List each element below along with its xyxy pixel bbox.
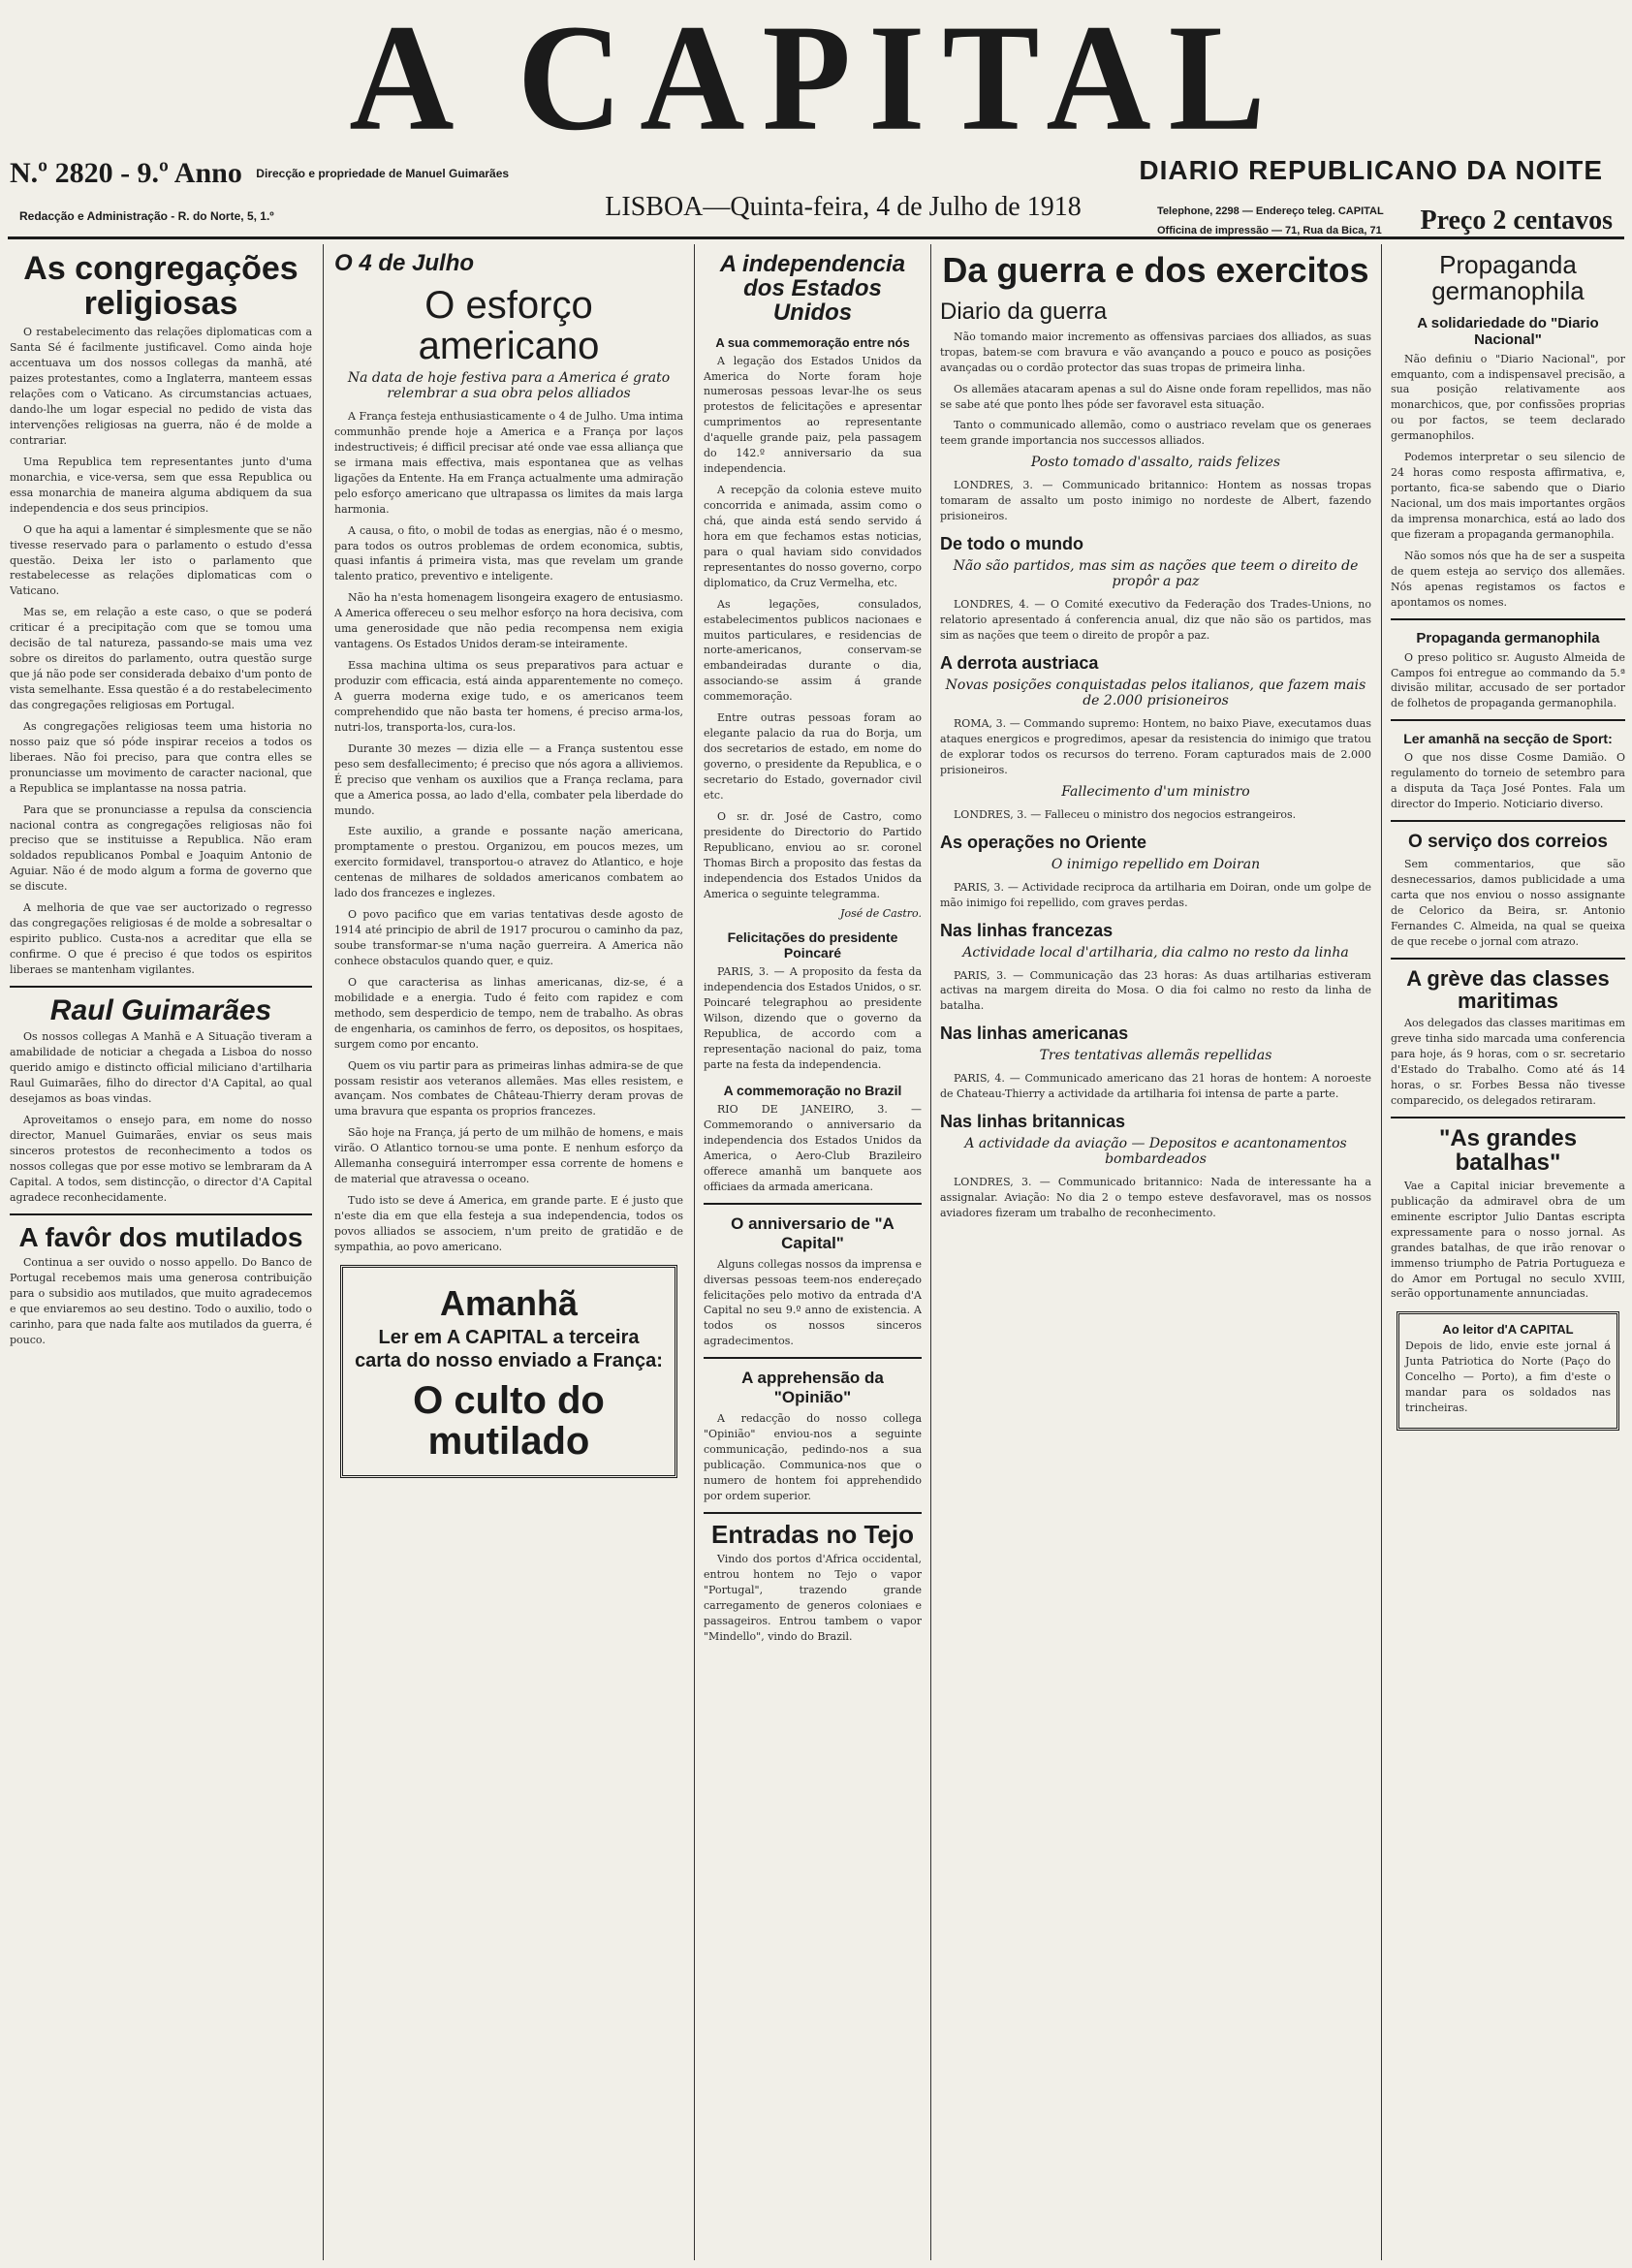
- paragraph: O que nos disse Cosme Damião. O regulamento do torneio de setembro para a disputa da Taça José Pontes. Fala um director do Imperio. Noticiario diverso.: [1391, 751, 1625, 811]
- paragraph: LONDRES, 3. — Falleceu o ministro dos negocios estrangeiros.: [954, 807, 1297, 821]
- headline-raul-guimaraes: Raul Guimarães: [49, 993, 272, 1026]
- subheadline: Diario da guerra: [940, 298, 1108, 325]
- kicker: Tres tentativas allemãs repellidas: [1039, 1048, 1272, 1064]
- subheadline: Nas linhas francezas: [940, 920, 1114, 940]
- phone-line: Telephone, 2298 — Endereço teleg. CAPITAL: [1157, 205, 1384, 217]
- announcement-text: Ler em A CAPITAL a terceira carta do nosso enviado a França:: [355, 1326, 663, 1371]
- paragraph: O que ha aqui a lamentar é simplesmente que se não tivesse reservado para o parlamento o estudo d'essa questão. Deixa ler isto o parlamento que restabelecesse as relações diplomaticas com o Vaticano.: [10, 522, 312, 598]
- section-rule: [1391, 1117, 1625, 1118]
- subheadline: O serviço dos correios: [1408, 832, 1608, 853]
- paragraph: Tudo isto se deve á America, em grande parte. E é justo que n'este dia em que ella festeja a sua independencia, todos os povos alliados se associem, n'um preito de gratidão e de sympathia, ao povo americano.: [334, 1194, 683, 1253]
- announcement-box: [340, 1265, 677, 1478]
- paragraph: Não ha n'esta homenagem lisongeira exagero de entusiasmo. A America offereceu o seu melhor esforço na hora decisiva, com uma generosidade que não pedia recompensa nem exigia vantagens. Os Estados Unidos deram-se inteiramente.: [334, 591, 683, 651]
- paragraph: Continua a ser ouvido o nosso appello. Do Banco de Portugal recebemos mais uma generosa contribuição para o subsidio aos mutilados, que muito agradecemos e que enviaremos ao seu destino. Todo o auxilio, todo o carinho, para que nada falte aos mutilados da guerra, é pouco.: [10, 1256, 312, 1346]
- kicker: Não são partidos, mas sim as nações que teem o direito de propôr a paz: [953, 558, 1359, 590]
- headline-greve: A grève das classes maritimas: [1406, 965, 1610, 1013]
- paragraph: Aos delegados das classes maritimas em greve tinha sido marcada uma conferencia para hoje, ás 9 horas, com o sr. secretario d'Estado do Trabalho. Como até ás 14 horas, o sr. Forbes Bessa não tivesse comparecido, os delegados retiraram.: [1391, 1016, 1625, 1107]
- subheadline: O anniversario de "A Capital": [731, 1213, 894, 1252]
- kicker: A actividade da aviação — Depositos e acantonamentos bombardeados: [964, 1136, 1347, 1168]
- headline-propaganda: Propaganda germanophila: [1431, 250, 1585, 306]
- kicker: Actividade local d'artilharia, dia calmo no resto da linha: [962, 944, 1349, 961]
- paragraph: Uma Republica tem representantes junto d'uma monarchia, e vice-versa, sem que essa Republica ou essa monarchia de maneira alguma abdiquem da sua independencia e dos seus principios.: [10, 455, 312, 515]
- paragraph: A recepção da colonia esteve muito concorrida e animada, assim como o chá, que ainda está sendo servido á hora em que fechamos estas noticias, para o qual haviam sido convidados representantes do nosso governo, corpo diplomatico, da Cruz Vermelha, etc.: [704, 484, 922, 589]
- subheadline: Nas linhas britannicas: [940, 1112, 1126, 1132]
- paragraph: São hoje na França, já perto de um milhão de homens, e mais virão. O Atlantico tornou-se uma ponte. E nenhum esforço da Allemanha conseguirá interromper essa corrente de homens e de material que atravessa o oceano.: [334, 1126, 683, 1186]
- subheadline: A solidariedade do "Diario Nacional": [1417, 314, 1599, 348]
- paragraph: Aproveitamos o ensejo para, em nome do nosso director, Manuel Guimarães, enviar os seus mais sinceros protestos de reconhecimento a todos os nossos collegas que por esse motivo se lembraram da A Capital. A todos, sem distincção, o director d'A Capital agradece reconhecidamente.: [10, 1114, 312, 1204]
- column-3: [704, 244, 922, 2260]
- masthead-left: [10, 157, 591, 190]
- contact-info: [1157, 202, 1448, 240]
- subheadline: Nas linhas americanas: [940, 1024, 1129, 1044]
- paragraph: Vindo dos portos d'Africa occidental, entrou hontem no Tejo o vapor "Portugal", trazendo grande carregamento de generos coloniaes e passageiros. Entrou tambem o vapor "Mindello", vindo do Brazil.: [704, 1553, 922, 1643]
- masthead-right: [1118, 155, 1603, 186]
- column-5: [1391, 244, 1625, 2260]
- paragraph: A França festeja enthusiasticamente o 4 de Julho. Uma intima communhão prende hoje a America e a França por laços indestructiveis; é difficil precisar até onde vae essa alliança que se irmana mais effectiva, mais espontanea que as velhas ligações da Entente. Ha em França actualmente uma admiração pelo esforço americano que ultrapassa os limites da mais larga harmonia.: [334, 410, 683, 516]
- paragraph: Mas se, em relação a este caso, o que se poderá criticar é a precipitação com que se tomou uma decisão de tal natureza, passando-se mais uma vez sobre os direitos do parlamento, outra questão surge que já não pode ser considerada debaixo d'um ponto de vista semelhante. Essa questão é a do restabelecimento das congregações religiosas em Portugal.: [10, 606, 312, 711]
- paragraph: Para que se pronunciasse a repulsa da consciencia nacional contra as congregações religiosas não foi preciso que se instituisse a Republica. Não eram soldados republicanos Pombal e Joaquim Antonio de Aguiar. Não é de modo algum a forma de governo que se discute.: [10, 803, 312, 894]
- paragraph: Durante 30 mezes — dizia elle — a França sustentou esse peso sem desfallecimento; é preciso que nós agora a alliviemos. É preciso que venham os auxilios que a França reclama, para que a America possa, ao lado d'ella, combater pela liberdade do mundo.: [334, 741, 683, 817]
- subheadline: De todo o mundo: [940, 534, 1083, 554]
- subheadline: A sua commemoração entre nós: [715, 334, 910, 350]
- kicker: Posto tomado d'assalto, raids felizes: [1030, 455, 1281, 471]
- redaction-address: Redacção e Administração - R. do Norte, 5, 1.º: [19, 209, 274, 223]
- paragraph: Vae a Capital iniciar brevemente a publicação da admiravel obra de um eminente escriptor Julio Dantas escripta expressamente para o nosso jornal. As grandes batalhas, de que irão renovar o immenso triumpho de Patria Portugueza e do Amor em Portugal no seculo XVIII, serão opportunamente annunciadas.: [1391, 1179, 1625, 1301]
- announcement-headline: O culto do mutilado: [413, 1378, 605, 1463]
- workshop-line: Officina de impressão — 71, Rua da Bica, 71: [1157, 225, 1382, 236]
- column-2: [334, 244, 683, 2260]
- paragraph: PARIS, 3. — Communicação das 23 horas: As duas artilharias estiveram activas na margem direita do Mosa. O dia foi calmo no resto da linha de batalha.: [940, 968, 1371, 1013]
- section-rule: [1391, 820, 1625, 822]
- paragraph: A redacção do nosso collega "Opinião" enviou-nos a seguinte communicação, pedindo-nos a sua publicação. Communica-nos que o numero de hontem foi apprehendido por ordem superior.: [704, 1412, 922, 1502]
- paragraph: PARIS, 3. — Actividade reciproca da artilharia em Doiran, onde um golpe de mão inimigo foi repellido, com graves perdas.: [940, 880, 1371, 909]
- headline-congregacoes: As congregações religiosas: [23, 250, 298, 322]
- paragraph: Este auxilio, a grande e possante nação americana, promptamente o prestou. Organizou, em poucos mezes, um exercito formidavel, transportou-o atravez do Atlantico, e hoje centenas de milhares de soldados americanos combatem ao lado dos francezes e inglezes.: [334, 825, 683, 900]
- reader-notice-box: [1397, 1311, 1619, 1431]
- kicker: Na data de hoje festiva para a America é grato relembrar a sua obra pelos alliados: [347, 370, 671, 401]
- issue-number: N.º 2820 - 9.º Anno: [10, 157, 242, 189]
- paragraph: PARIS, 4. — Communicado americano das 21 horas de hontem: A noroeste de Chateau-Thierry a actividade da artilharia foi intensa de parte a parte.: [940, 1072, 1371, 1101]
- price: Preço 2 centavos: [1420, 205, 1613, 236]
- kicker: O inimigo repellido em Doiran: [1051, 856, 1261, 872]
- headline-entradas-tejo: Entradas no Tejo: [711, 1519, 914, 1549]
- column-1: [10, 244, 312, 2260]
- headline-esforco-americano: O esforço americano: [418, 284, 600, 367]
- masthead-subtitle: DIARIO REPUBLICANO DA NOITE: [1139, 155, 1603, 185]
- section-rule: [1391, 958, 1625, 960]
- paragraph: Os allemães atacaram apenas a sul do Aisne onde foram repellidos, mas não se sabe até que ponto lhes póde ser favoravel esta situação.: [940, 382, 1371, 411]
- paragraph: LONDRES, 3. — Communicado britannico: Hontem as nossas tropas tomaram de assalto um posto inimigo no nordeste de Albert, fazendo prisioneiros.: [940, 479, 1371, 523]
- headline-guerra: Da guerra e dos exercitos: [942, 250, 1369, 290]
- paragraph: O preso politico sr. Augusto Almeida de Campos foi entregue ao commando da 5.ª divisão militar, accusado de ser portador de folhetos de propaganda germanophila.: [1391, 650, 1625, 710]
- subheadline: Felicitações do presidente Poincaré: [727, 929, 898, 961]
- paragraph: Alguns collegas nossos da imprensa e diversas pessoas teem-nos endereçado felicitações pelo motivo da entrada d'A Capital no seu 9.º anno de existencia. A todos os nossos sinceros agradecimentos.: [704, 1257, 922, 1348]
- director-line: Direcção e propriedade de Manuel Guimarães: [256, 167, 510, 180]
- signature: José de Castro.: [840, 907, 922, 921]
- paragraph: RIO DE JANEIRO, 3. — Commemorando o anniversario da independencia dos Estados Unidos da America, o Aero-Club Brazileiro offerece amanhã um banquete aos officiaes da armada americana.: [704, 1103, 922, 1193]
- paragraph: LONDRES, 4. — O Comité executivo da Federação dos Trades-Unions, no relatorio apresentado á conferencia anual, diz que não são os partidos, mas sim as nações que teem o direito de propôr a paz.: [940, 598, 1371, 643]
- paragraph: O sr. dr. José de Castro, como presidente do Directorio do Partido Republicano, enviou ao sr. coronel Thomas Birch a proposito das festas da independencia dos Estados Unidos da America o seguinte telegramma.: [704, 809, 922, 900]
- paragraph: Quem os viu partir para as primeiras linhas admira-se de que possam resistir aos veteranos allemães. Mas elles resistem, e avançam. Nos combates de Château-Thierry deram provas de uma bravura que espanta os proprios francezes.: [334, 1058, 683, 1118]
- section-rule: [1391, 618, 1625, 620]
- paragraph: LONDRES, 3. — Communicado britannico: Nada de interessante ha a assignalar. Aviação: No dia 2 o tempo esteve desfavoravel, mas os nossos aviadores fizeram um trabalho de reconhecimento.: [940, 1176, 1371, 1220]
- paragraph: A legação dos Estados Unidos da America do Norte foram hoje numerosas pessoas levar-lhe os seus protestos de felicitações e apresentar cumprimentos ao representante d'aquelle grande paiz, pela passagem do 142.º anniversario da sua independencia.: [704, 354, 922, 476]
- paragraph: A melhoria de que vae ser auctorizado o regresso das congregações religiosas é de molde a sobresaltar o espirito publico. Custa-nos a acreditar que ella se confirme. O que é preciso é que todos os espiritos liberaes se mantenham vigilantes.: [10, 901, 312, 976]
- column-divider: [323, 244, 324, 2260]
- subheadline: Propaganda germanophila: [1416, 629, 1600, 646]
- paragraph: Não somos nós que ha de ser a suspeita de quem esteja ao serviço dos allemães. Nós apenas registamos os factos e apontamos os nomes.: [1391, 549, 1625, 609]
- headline-mutilados: A favôr dos mutilados: [18, 1221, 303, 1252]
- paragraph: O que caracterisa as linhas americanas, diz-se, é a mobilidade e a energia. Tudo é feito com rapidez e com methodo, sem desperdicio de tempo, nem de trabalho. As obras de engenharia, os caminhos de ferro, os depositos, os hospitaes, surgem como por encanto.: [334, 975, 683, 1051]
- column-divider: [694, 244, 695, 2260]
- paragraph: Podemos interpretar o seu silencio de 24 horas como resposta affirmativa, e, portanto, fica-se sabendo que o Diario Nacional, um dos mais importantes orgãos da imprensa monarchica, está ao lado dos que fizeram a propaganda germanophila.: [1391, 451, 1625, 541]
- section-rule: [10, 1213, 312, 1215]
- paragraph: A causa, o fito, o mobil de todas as energias, não é o mesmo, para todos os outros problemas de ordem economica, subtis, quasi infantis á primeira vista, mas que revelam um grande talento pratico, preventivo e inteligente.: [334, 523, 683, 583]
- column-divider: [1381, 244, 1382, 2260]
- subheadline: A derrota austriaca: [940, 652, 1099, 673]
- paragraph: Não definiu o "Diario Nacional", por emquanto, com a indispensavel precisão, a sua posição relativamente aos monarchicos, que, por confissões proprias ou por factos, se teem declarado germanophilos.: [1391, 352, 1625, 443]
- paragraph: ROMA, 3. — Commando supremo: Hontem, no baixo Piave, executamos duas ataques energicos e progredimos, apesar da resistencia do inimigo que tratou de explorar todos os recursos do terreno. Foram capturados mais de 2.000 prisioneiros.: [940, 716, 1371, 776]
- paragraph: As congregações religiosas teem uma historia no nosso paiz que só póde inspirar receios a todos os liberaes. Não foi preciso, para que contra elles se pronunciasse um movimento de caracter nacional, que a Republica se implantasse na nossa patria.: [10, 719, 312, 795]
- column-divider: [930, 244, 931, 2260]
- headline-independencia: A independencia dos Estados Unidos: [719, 251, 906, 327]
- subheadline: A commemoração no Brazil: [723, 1083, 902, 1098]
- section-rule: [704, 1357, 922, 1359]
- paragraph: Essa machina ultima os seus preparativos para actuar e produzir com efficacia, está ainda apparentemente no começo. A guerra moderna exige tudo, e os americanos teem comprehendido que não basta ter homens, é preciso arma-los, nutri-los, transporta-los, cura-los.: [334, 659, 683, 734]
- section-rule: [704, 1512, 922, 1514]
- subheadline: As operações no Oriente: [940, 832, 1147, 852]
- paragraph: As legações, consulados, estabelecimentos publicos nacionaes e muitos particulares, e residencias de norte-americanos, conservam-se embandeiradas durante o dia, associando-se assim á grande commemoração.: [704, 597, 922, 704]
- paragraph: O povo pacifico que em varias tentativas desde agosto de 1914 até principio de abril de 1917 procurou o caminho da paz, soube transformar-se n'uma nação guerreira. A America não conhece obstaculos quando quer, e quiz.: [334, 908, 683, 967]
- paragraph: PARIS, 3. — A proposito da festa da independencia dos Estados Unidos, o sr. Poincaré telegraphou ao presidente Wilson, dizendo que o governo da Republica, de accordo com a representação nacional do paiz, toma parte na festa da independencia.: [704, 965, 922, 1072]
- section-rule: [704, 1203, 922, 1205]
- announcement-title: Amanhã: [439, 1282, 579, 1323]
- kicker-date: O 4 de Julho: [334, 250, 475, 276]
- paragraph: Tanto o communicado allemão, como o austriaco revelam que os generaes teem grande importancia nos successos alliados.: [940, 419, 1371, 448]
- kicker: Novas posições conquistadas pelos italianos, que fazem mais de 2.000 prisioneiros: [945, 677, 1366, 709]
- paragraph: Não tomando maior incremento as offensivas parciaes dos alliados, as suas tropas, batem-se com bravura e vão avançando a pouco e pouco as posições avançadas ou o cordão protector das suas tropas de primeira linha.: [940, 330, 1371, 374]
- paragraph: Os nossos collegas A Manhã e A Situação tiveram a amabilidade de noticiar a chegada a Lisboa do nosso querido amigo e distincto official miliciano d'artilharia Raul Guimarães, filho do director d'A Capital, ao qual desejamos as boas vindas.: [10, 1030, 312, 1106]
- masthead-rule: [8, 236, 1624, 239]
- kicker: Fallecimento d'um ministro: [1061, 783, 1250, 800]
- subheadline: A apprehensão da "Opinião": [741, 1369, 884, 1407]
- paragraph: Entre outras pessoas foram ao elegante palacio da rua do Borja, um dos secretarios de estado, em nome do governo, o presidente da Republica, e o secretario do Estado, governador civil etc.: [704, 711, 922, 802]
- section-rule: [10, 986, 312, 988]
- date-line: LISBOA—Quinta-feira, 4 de Julho de 1918: [605, 192, 1082, 222]
- subheadline: Ler amanhã na secção de Sport:: [1403, 731, 1613, 747]
- column-4: [940, 244, 1371, 2260]
- masthead-title: A CAPITAL: [349, 0, 1283, 163]
- paragraph: O restabelecimento das relações diplomaticas com a Santa Sé é facilmente justificavel. Como ainda hoje accentuava um dos nossos collegas da manhã, até paizes protestantes, como a Inglaterra, manteem essas relações com o Vaticano. As circumstancias actuaes, dando-lhe um logar especial no pedido de vista das intervenções religiosas na guerra, não é de molde a contrariar.: [10, 326, 312, 447]
- headline-grandes-batalhas: "As grandes batalhas": [1438, 1124, 1578, 1176]
- reader-notice-text: Depois de lido, envie este jornal á Junta Patriotica do Norte (Paço do Concelho — Porto), a fim d'este o mandar para os soldados nas trincheiras.: [1405, 1339, 1611, 1415]
- section-rule: [1391, 719, 1625, 721]
- reader-notice-title: Ao leitor d'A CAPITAL: [1442, 1322, 1574, 1338]
- paragraph: Sem commentarios, que são desnecessarios, damos publicidade a uma carta que nos enviou o nosso assignante de Celorico da Beira, sr. Antonio Fernandes C. Almeida, na qual se queixa de que recebe o jornal com atrazo.: [1391, 858, 1625, 948]
